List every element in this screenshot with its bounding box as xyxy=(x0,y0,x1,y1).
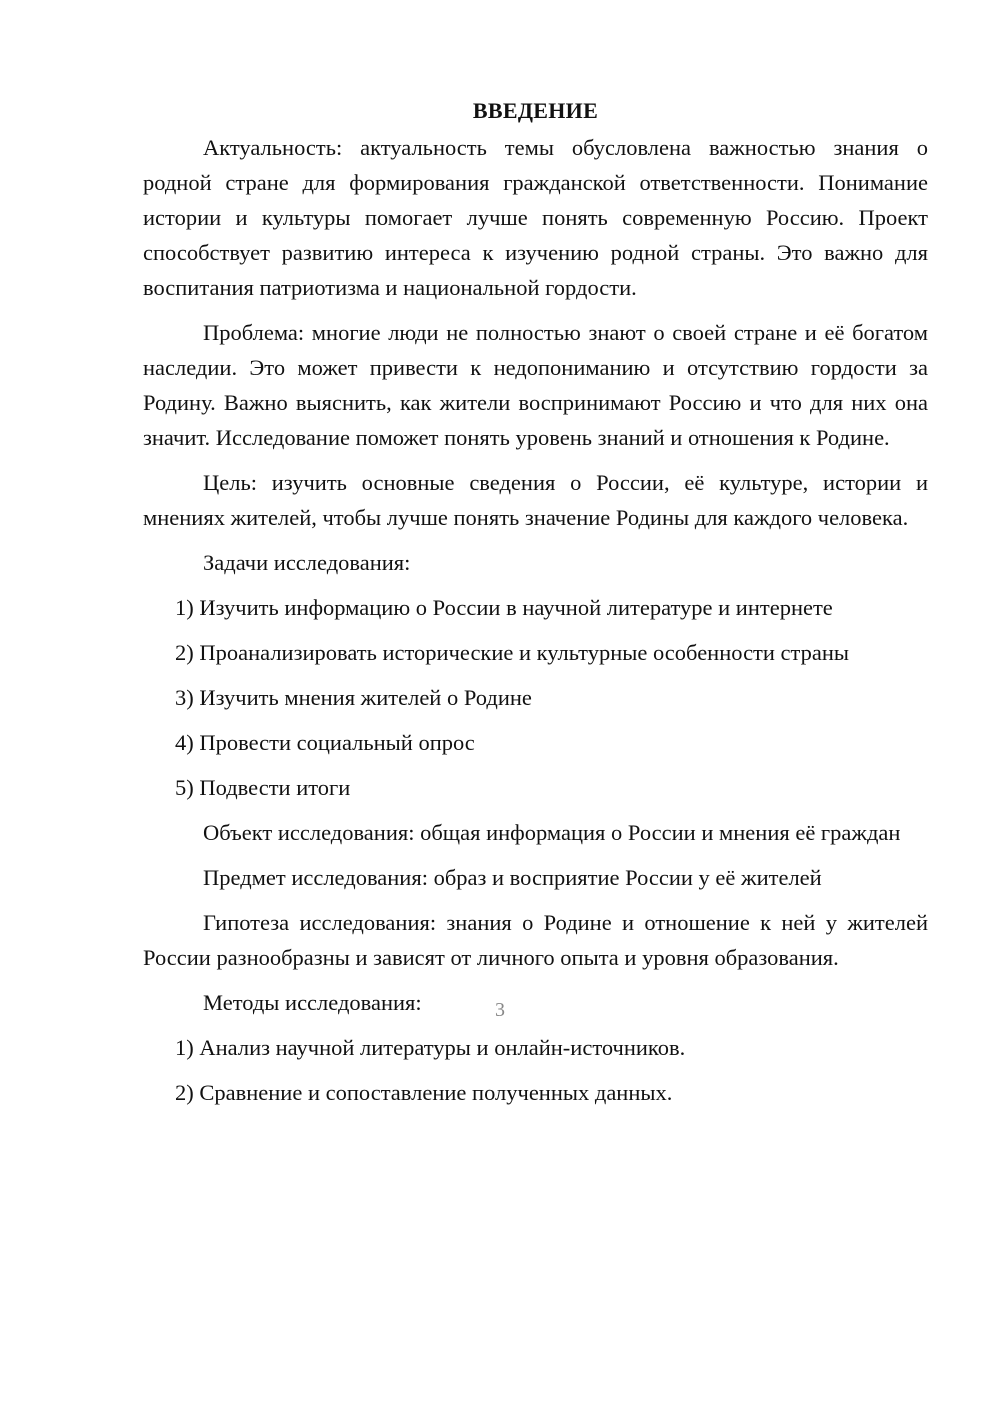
problem-paragraph: Проблема: многие люди не полностью знают о своей стране и её богатом наследии. Это может привести к недопониманию и отсутствию гордости за Родину. Важно выяснить, как жители воспринимают Россию и что для них она значит. Исследование поможет понять уровень знаний и отношения к Родине. xyxy=(143,320,928,450)
list-item: 2) Проанализировать исторические и культурные особенности страны xyxy=(175,640,850,665)
relevance-paragraph: Актуальность: актуальность темы обусловлена важностью знания о родной стране для формирования гражданской ответственности. Понимание истории и культуры помогает лучше понять современную Россию. Проект способствует развитию интереса к изучению родной страны. Это важно для воспитания патриотизма и национальной гордости. xyxy=(143,135,928,300)
list-item: 5) Подвести итоги xyxy=(175,775,351,800)
goal-paragraph: Цель: изучить основные сведения о России, её культуре, истории и мнениях жителей, чтобы лучше понять значение Родины для каждого человека. xyxy=(143,470,928,530)
tasks-heading: Задачи исследования: xyxy=(203,550,411,575)
tasks-list xyxy=(143,590,928,805)
list-item: 1) Анализ научной литературы и онлайн-источников. xyxy=(175,1035,686,1060)
object-paragraph: Объект исследования: общая информация о России и мнения её граждан xyxy=(203,820,901,845)
list-item: 2) Сравнение и сопоставление полученных данных. xyxy=(175,1080,673,1105)
page-content xyxy=(143,96,928,1120)
methods-list xyxy=(143,1030,928,1110)
list-item: 3) Изучить мнения жителей о Родине xyxy=(175,685,532,710)
methods-heading: Методы исследования: xyxy=(203,990,422,1015)
page-number: 3 xyxy=(495,999,505,1021)
subject-paragraph: Предмет исследования: образ и восприятие России у её жителей xyxy=(203,865,822,890)
list-item: 1) Изучить информацию о России в научной литературе и интернете xyxy=(175,595,833,620)
hypothesis-paragraph: Гипотеза исследования: знания о Родине и отношение к ней у жителей России разнообразны и зависят от личного опыта и уровня образования. xyxy=(143,910,928,970)
section-title: ВВЕДЕНИЕ xyxy=(472,98,599,123)
list-item: 4) Провести социальный опрос xyxy=(175,730,475,755)
